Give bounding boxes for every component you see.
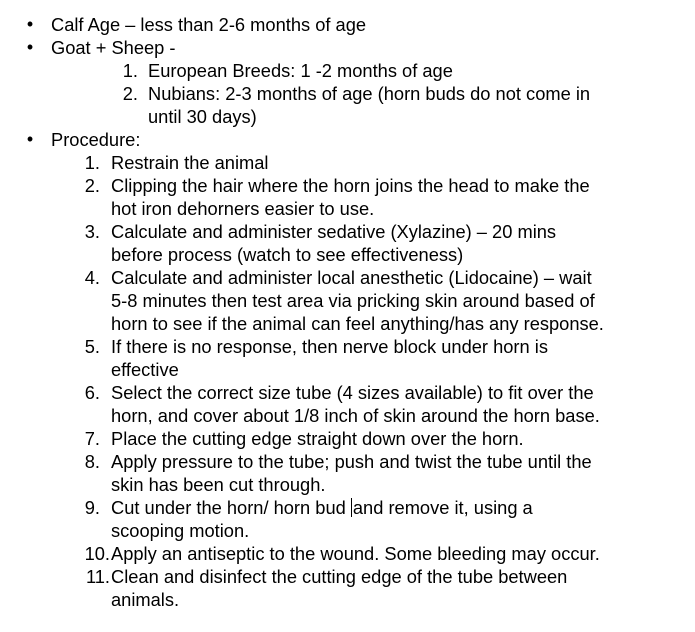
list-item [0, 59, 695, 82]
procedure-step [0, 220, 695, 266]
procedure-step [0, 496, 695, 542]
bullet-text: Calf Age – less than 2-6 months of age [51, 14, 367, 35]
step-text: Select the correct size tube (4 sizes available) to fit over the horn, and cover about 1/8 inch of skin around the horn base. [111, 382, 600, 426]
step-text: Restrain the animal [111, 152, 269, 173]
procedure-step [0, 174, 695, 220]
procedure-step [0, 335, 695, 381]
step-number: 4. [84, 267, 100, 288]
bullet-icon: • [26, 129, 34, 149]
step-text: Clipping the hair where the horn joins the head to make the hot iron dehorners easier to use. [111, 175, 590, 219]
step-number: 5. [84, 336, 100, 357]
step-text: Calculate and administer sedative (Xylazine) – 20 mins before process (watch to see effectiveness) [111, 221, 557, 265]
bullet-text: Procedure: [51, 129, 141, 150]
procedure-step [0, 427, 695, 450]
bullet-icon: • [26, 14, 34, 34]
step-text: Clean and disinfect the cutting edge of the tube between animals. [111, 566, 568, 610]
procedure-step [0, 381, 695, 427]
step-text: If there is no response, then nerve block under horn is effective [111, 336, 548, 380]
step-number: 11. [85, 566, 110, 587]
step-number: 2. [84, 175, 100, 196]
list-number: 1. [122, 60, 138, 81]
procedure-step [0, 542, 695, 565]
list-text: European Breeds: 1 -2 months of age [148, 60, 453, 81]
procedure-step [0, 565, 695, 611]
list-text: Nubians: 2-3 months of age (horn buds do not come in until 30 days) [148, 83, 591, 127]
bullet-item-procedure [0, 128, 695, 151]
procedure-step [0, 266, 695, 335]
procedure-step [0, 151, 695, 174]
step-text[interactable] [111, 496, 656, 542]
step-text-before-cursor: Cut under the horn/ horn bud [111, 497, 351, 518]
list-number: 2. [122, 83, 138, 104]
step-number: 8. [84, 451, 100, 472]
step-number: 9. [84, 497, 100, 518]
step-number: 6. [84, 382, 100, 403]
step-number: 3. [84, 221, 100, 242]
bullet-icon: • [26, 37, 34, 57]
step-text-after-cursor: and remove it, using a scooping motion. [111, 497, 533, 541]
step-number: 7. [84, 428, 100, 449]
step-number: 1. [84, 152, 100, 173]
step-text: Calculate and administer local anesthetic (Lidocaine) – wait 5-8 minutes then test area via pricking skin around based of horn to see if the animal can feel anything/has any response. [111, 267, 604, 334]
procedure-list [0, 151, 695, 611]
bullet-item-calf-age [0, 13, 695, 36]
step-text: Apply pressure to the tube; push and twist the tube until the skin has been cut through. [111, 451, 592, 495]
bullet-item-goat-sheep [0, 36, 695, 59]
bullet-text: Goat + Sheep - [51, 37, 176, 58]
step-text: Place the cutting edge straight down over the horn. [111, 428, 524, 449]
list-item [0, 82, 695, 128]
step-text: Apply an antiseptic to the wound. Some bleeding may occur. [111, 543, 600, 564]
procedure-step [0, 450, 695, 496]
text-cursor [351, 498, 352, 517]
document-body [0, 13, 695, 611]
goat-sheep-list [0, 59, 695, 128]
step-number: 10. [84, 543, 110, 564]
